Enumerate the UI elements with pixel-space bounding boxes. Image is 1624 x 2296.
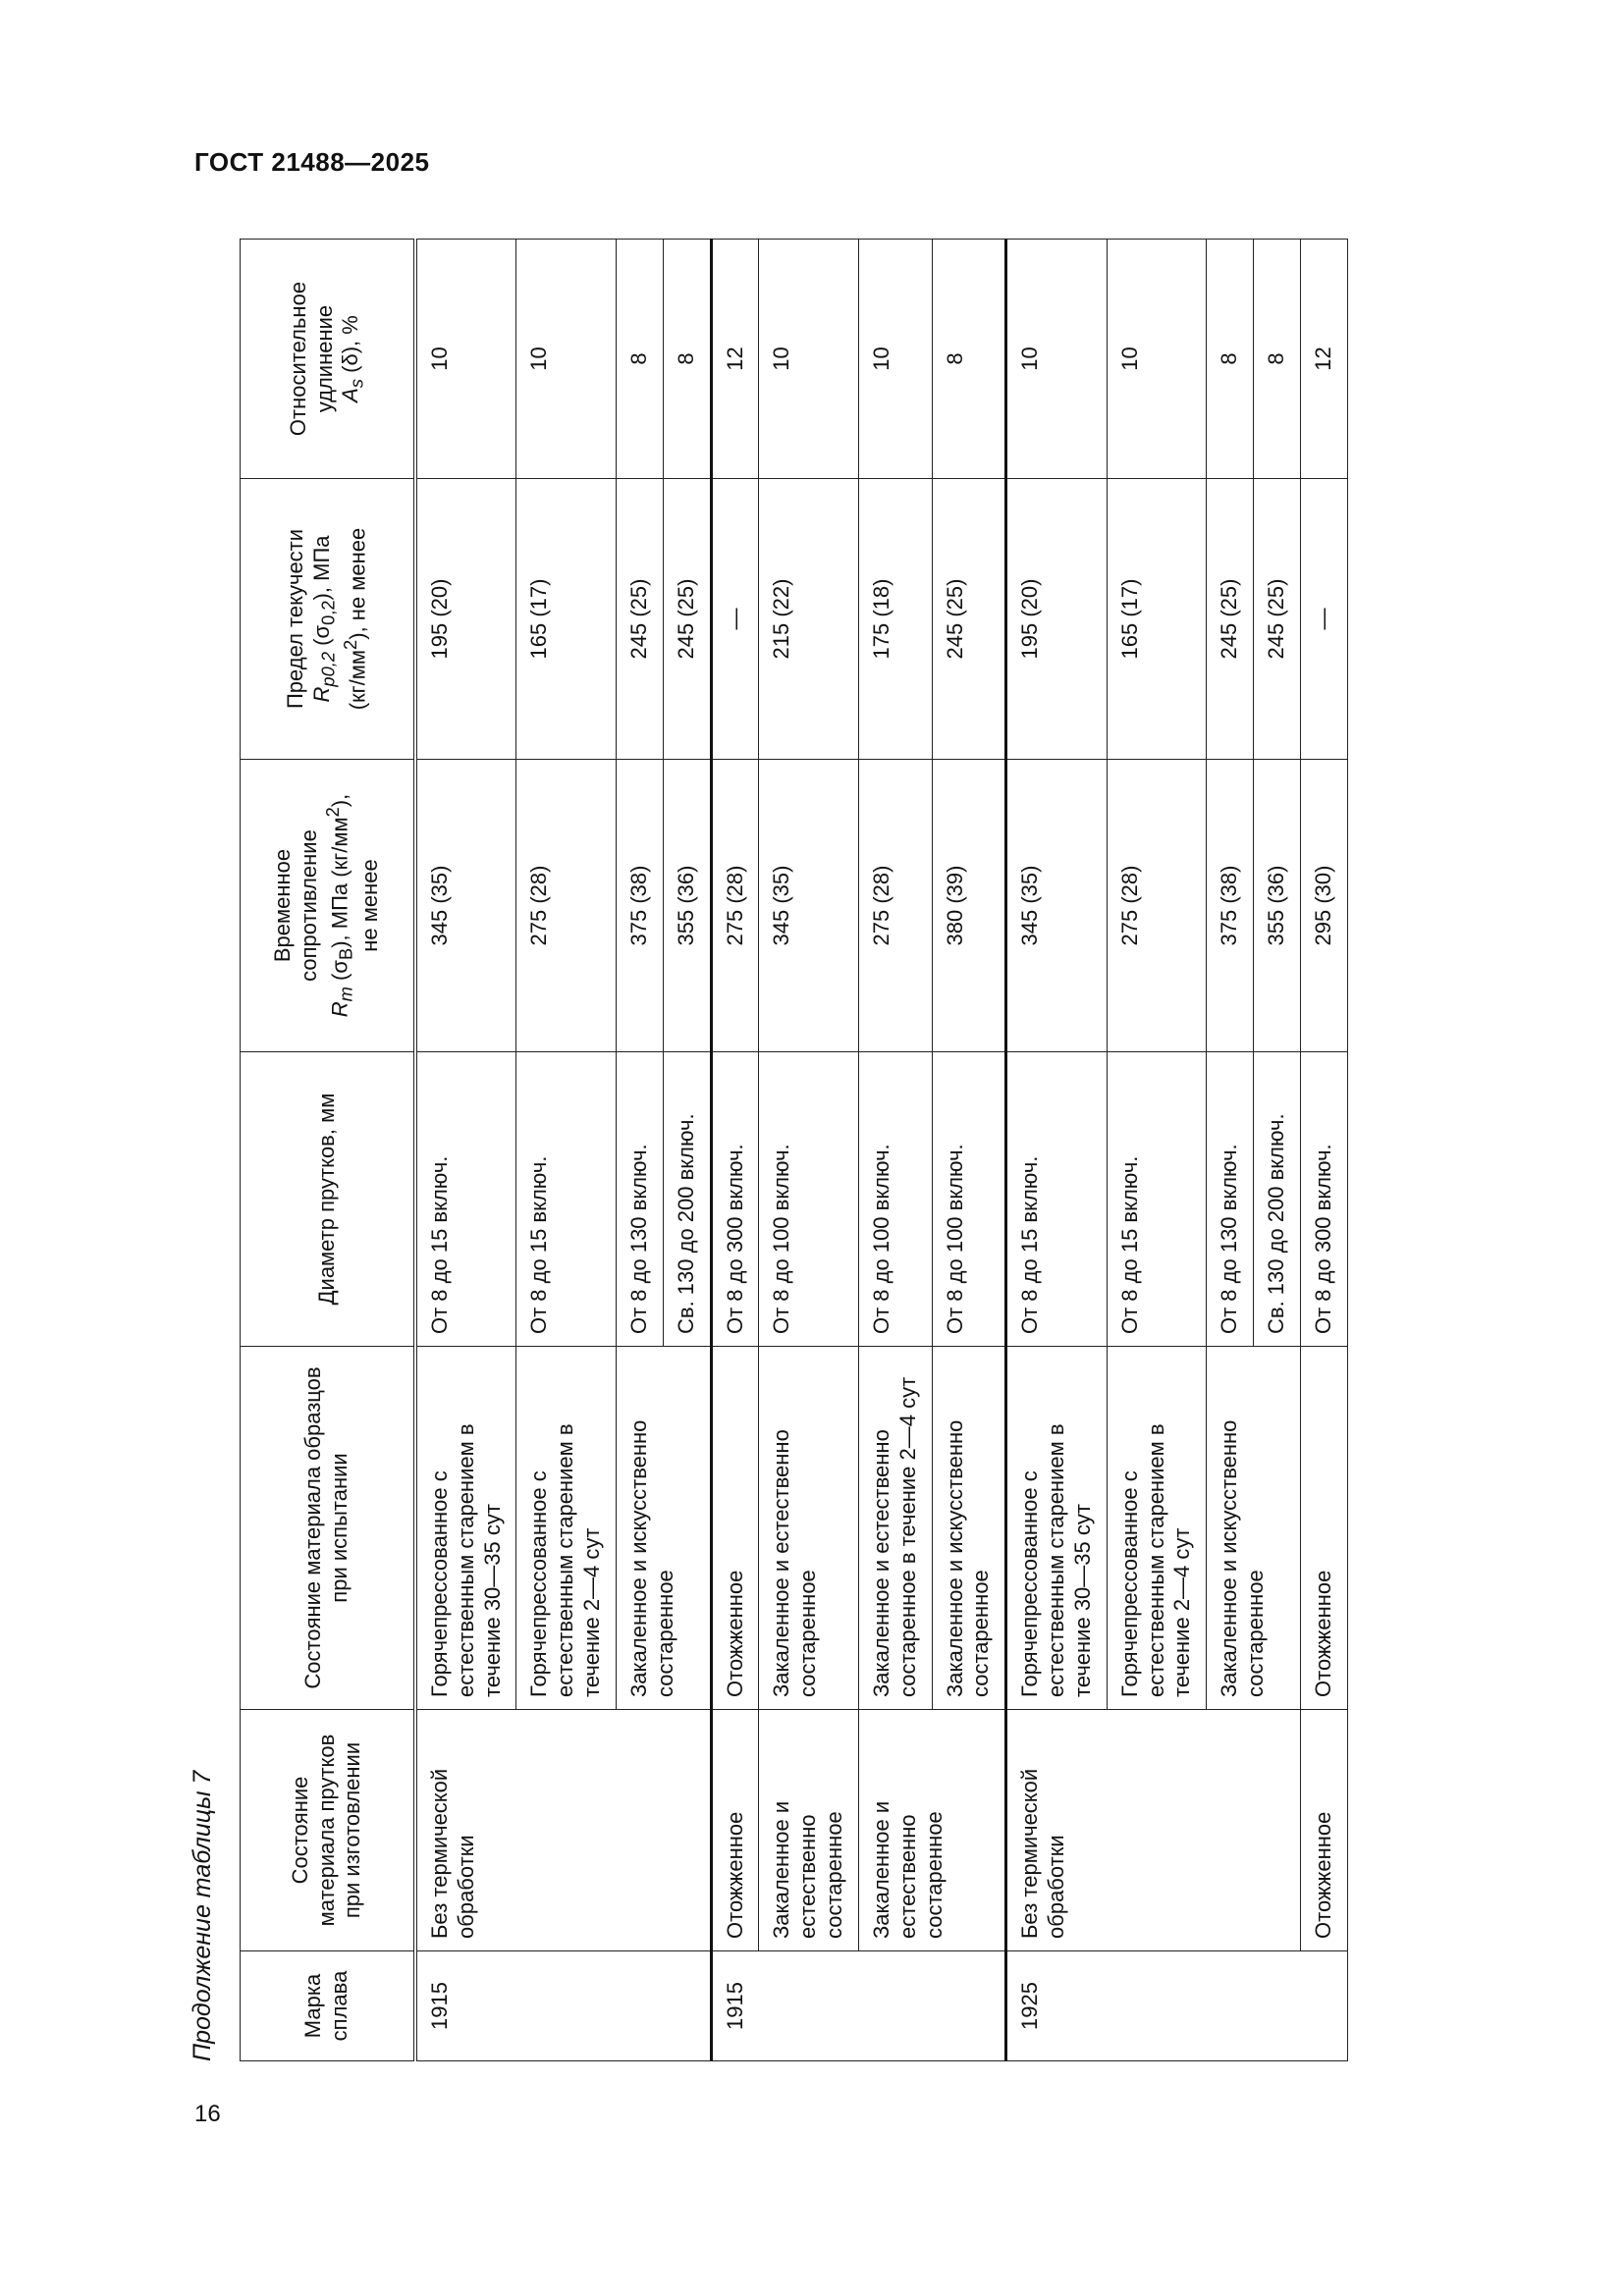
yield-cell: 165 (17): [1107, 479, 1206, 760]
diameter-cell: От 8 до 100 включ.: [932, 1052, 1006, 1347]
sample-state-cell: Закаленное и естественно состаренное в течение 2—4 сут: [858, 1347, 932, 1710]
document-header: ГОСТ 21488—2025: [194, 147, 430, 177]
elongation-cell: 12: [711, 240, 759, 479]
bar-state-cell: Закаленное и естественно состаренное: [759, 1710, 858, 1951]
yield-cell: 215 (22): [759, 479, 858, 760]
header-tensile-strength: Временное сопротивление $R_m$ $(\sigma_В)$, МПа $(кг/мм^2)$, не менее: [241, 760, 416, 1052]
sample-state-cell: Горячепрессованное с естественным старением в течение 30—35 сут: [1006, 1347, 1107, 1710]
tensile-cell: 275 (28): [1107, 760, 1206, 1052]
tensile-cell: 355 (36): [1254, 760, 1301, 1052]
elongation-cell: 8: [616, 240, 663, 479]
sample-state-cell: Закаленное и искусственно состаренное: [1207, 1347, 1301, 1710]
elongation-cell: 8: [932, 240, 1006, 479]
tensile-cell: 375 (38): [616, 760, 663, 1052]
yield-cell: 195 (20): [1006, 479, 1107, 760]
yield-cell: 245 (25): [932, 479, 1006, 760]
sample-state-cell: Горячепрессованное с естественным старением в течение 2—4 сут: [1107, 1347, 1206, 1710]
tensile-cell: 345 (35): [1006, 760, 1107, 1052]
tensile-cell: 345 (35): [759, 760, 858, 1052]
diameter-cell: Св. 130 до 200 включ.: [663, 1052, 711, 1347]
table-caption: Продолжение таблицы 7: [189, 1770, 216, 2061]
tensile-cell: 275 (28): [858, 760, 932, 1052]
table-row: [415, 240, 516, 2061]
yield-cell: 165 (17): [516, 479, 616, 760]
sample-state-cell: Отожженное: [1300, 1347, 1347, 1710]
properties-table: [240, 239, 1348, 2061]
diameter-cell: От 8 до 130 включ.: [1207, 1052, 1254, 1347]
tensile-cell: 355 (36): [663, 760, 711, 1052]
table-row: [858, 240, 932, 2061]
bar-state-cell: Отожженное: [711, 1710, 759, 1951]
header-sample-state: Состояние материала образцов при испытании: [241, 1347, 416, 1710]
page-number: 16: [194, 2101, 221, 2127]
tensile-cell: 345 (35): [415, 760, 516, 1052]
bar-state-cell: Без термической обработки: [1006, 1710, 1301, 1951]
yield-cell: 175 (18): [858, 479, 932, 760]
grade-cell: 1915: [711, 1951, 1006, 2061]
sample-state-cell: Закаленное и искусственно состаренное: [616, 1347, 711, 1710]
yield-cell: 245 (25): [1207, 479, 1254, 760]
header-bar-state: Состояние материала прутков при изготовлении: [241, 1710, 416, 1951]
sample-state-cell: Закаленное и естественно состаренное: [759, 1347, 858, 1710]
diameter-cell: От 8 до 300 включ.: [711, 1052, 759, 1347]
elongation-cell: 10: [516, 240, 616, 479]
tensile-cell: 375 (38): [1207, 760, 1254, 1052]
sample-state-cell: Отожженное: [711, 1347, 759, 1710]
yield-cell: 245 (25): [616, 479, 663, 760]
header-yield-strength: Предел текучести $R_{p0,2}$ $(\sigma_{0,2})$, МПа $(кг/мм^2)$, не менее: [241, 479, 416, 760]
tensile-cell: 275 (28): [711, 760, 759, 1052]
bar-state-cell: Отожженное: [1300, 1710, 1347, 1951]
table-row: [1300, 240, 1347, 2061]
grade-cell: 1925: [1006, 1951, 1347, 2061]
yield-cell: 195 (20): [415, 479, 516, 760]
diameter-cell: От 8 до 100 включ.: [759, 1052, 858, 1347]
diameter-cell: От 8 до 100 включ.: [858, 1052, 932, 1347]
diameter-cell: От 8 до 15 включ.: [415, 1052, 516, 1347]
diameter-cell: От 8 до 15 включ.: [1006, 1052, 1107, 1347]
header-diameter: Диаметр прутков, мм: [241, 1052, 416, 1347]
yield-cell: 245 (25): [663, 479, 711, 760]
header-row: [241, 240, 416, 2061]
grade-cell: 1915: [415, 1951, 711, 2061]
header-elongation: Относительное удлинение $A_s$ (δ), %: [241, 240, 416, 479]
diameter-cell: Св. 130 до 200 включ.: [1254, 1052, 1301, 1347]
tensile-cell: 380 (39): [932, 760, 1006, 1052]
yield-cell: 245 (25): [1254, 479, 1301, 760]
elongation-cell: 8: [663, 240, 711, 479]
header-grade: Марка сплава: [241, 1951, 416, 2061]
sample-state-cell: Горячепрессованное с естественным старением в течение 30—35 сут: [415, 1347, 516, 1710]
rotated-table-container: [189, 240, 1443, 2061]
elongation-cell: 10: [1107, 240, 1206, 479]
yield-cell: —: [1300, 479, 1347, 760]
table-row: [1006, 240, 1107, 2061]
bar-state-cell: Без термической обработки: [415, 1710, 711, 1951]
sample-state-cell: Закаленное и искусственно состаренное: [932, 1347, 1006, 1710]
diameter-cell: От 8 до 130 включ.: [616, 1052, 663, 1347]
diameter-cell: От 8 до 15 включ.: [1107, 1052, 1206, 1347]
table-row: [759, 240, 858, 2061]
sample-state-cell: Горячепрессованное с естественным старением в течение 2—4 сут: [516, 1347, 616, 1710]
yield-cell: —: [711, 479, 759, 760]
diameter-cell: От 8 до 15 включ.: [516, 1052, 616, 1347]
tensile-cell: 275 (28): [516, 760, 616, 1052]
elongation-cell: 10: [415, 240, 516, 479]
elongation-cell: 12: [1300, 240, 1347, 479]
elongation-cell: 10: [759, 240, 858, 479]
bar-state-cell: Закаленное и естественно состаренное: [858, 1710, 1005, 1951]
elongation-cell: 8: [1254, 240, 1301, 479]
elongation-cell: 10: [1006, 240, 1107, 479]
tensile-cell: 295 (30): [1300, 760, 1347, 1052]
table-row: [711, 240, 759, 2061]
elongation-cell: 10: [858, 240, 932, 479]
diameter-cell: От 8 до 300 включ.: [1300, 1052, 1347, 1347]
elongation-cell: 8: [1207, 240, 1254, 479]
